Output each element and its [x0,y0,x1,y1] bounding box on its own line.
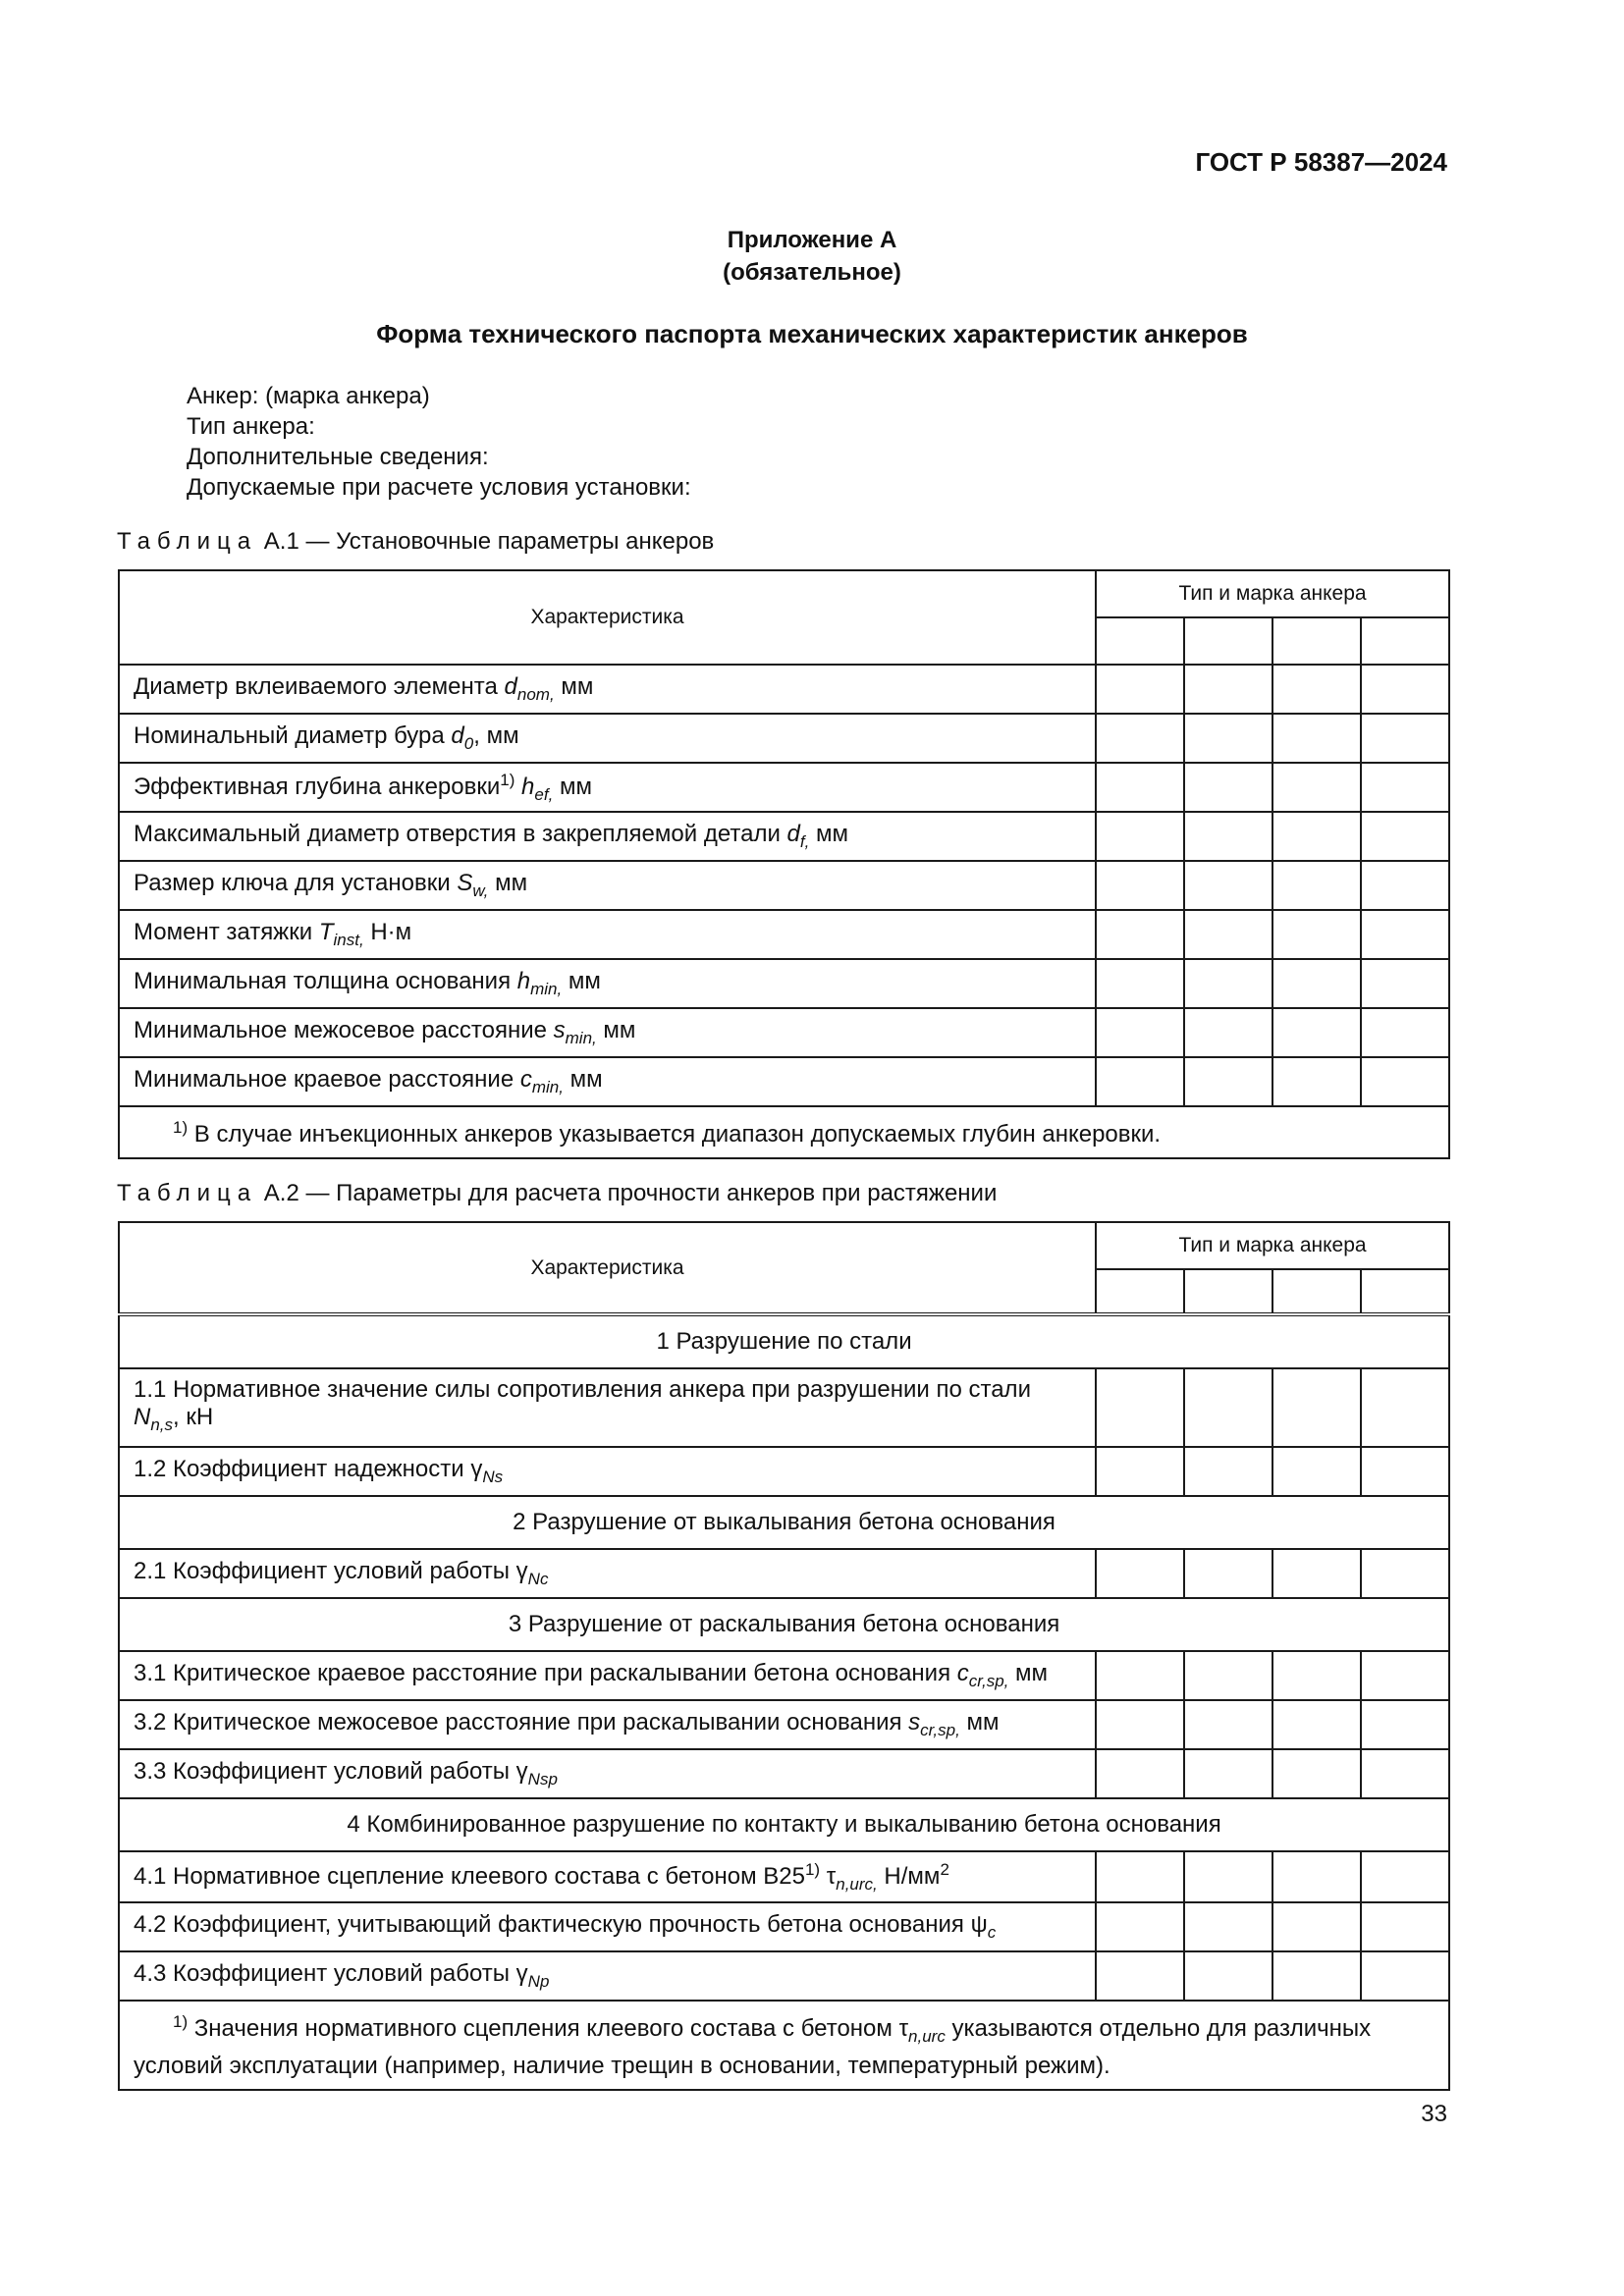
section-combined-failure: 4 Комбинированное разрушение по контакту и выкалыванию бетона основания [119,1798,1449,1851]
value-cell [1272,763,1361,812]
row-label: 4.1 Нормативное сцепление клеевого состава с бетоном В25$^{1)}$ $\tau_{n,urc,}$ $Н/мм^2$ [119,1851,1096,1902]
table-row [119,714,1449,763]
section-splitting-failure: 3 Разрушение от раскалывания бетона основания [119,1598,1449,1651]
value-cell [1096,861,1184,910]
value-cell [1272,1902,1361,1951]
value-cell [1272,1851,1361,1902]
value-cell [1096,1447,1184,1496]
value-cell [1361,714,1449,763]
value-cell [1272,1447,1361,1496]
page-number: 33 [1421,2101,1447,2127]
table-row [119,665,1449,714]
row-label: Максимальный диаметр отверстия в закрепляемой детали $d_{f,}$ мм [119,812,1096,861]
value-cell [1096,1008,1184,1057]
value-cell [1184,1951,1272,2001]
value-cell [1096,1368,1184,1447]
table2-footnote: $^{1)}$ Значения нормативного сцепления клеевого состава с бетоном $\tau_{n,urc}$ указываются отдельно для различных условий эксплуатации (например, наличие трещин в основании, температурный режим). [119,2001,1449,2090]
row-label: 1.1 Нормативное значение силы сопротивления анкера при разрушении по стали $N_{n,s}$, кН [119,1368,1096,1447]
value-cell [1272,1651,1361,1700]
table1-body [119,665,1449,1106]
appendix-status: (обязательное) [723,259,901,286]
value-cell [1184,1447,1272,1496]
value-cell [1272,1368,1361,1447]
table-row [119,861,1449,910]
value-cell [1272,1749,1361,1798]
footnote-marker: 1) [173,1118,189,1137]
table-row [119,763,1449,812]
info-line: Дополнительные сведения: [187,444,489,470]
value-cell [1184,665,1272,714]
table1-caption-word: Таблица [117,528,258,555]
table2-anchor-col [1361,1269,1449,1314]
value-cell [1096,1749,1184,1798]
value-cell [1272,1549,1361,1598]
row-label: Момент затяжки $T_{inst,}$ Н·м [119,910,1096,959]
table2-caption-word: Таблица [117,1180,258,1206]
appendix-title: Приложение А [727,227,897,253]
value-cell [1096,1902,1184,1951]
value-cell [1184,1700,1272,1749]
value-cell [1096,959,1184,1008]
value-cell [1096,910,1184,959]
value-cell [1184,1651,1272,1700]
value-cell [1361,1749,1449,1798]
value-cell [1361,1851,1449,1902]
row-label: 3.3 Коэффициент условий работы $\gamma_{Nsp}$ [119,1749,1096,1798]
value-cell [1272,1700,1361,1749]
value-cell [1096,1700,1184,1749]
footnote-marker: 1) [173,2012,189,2031]
row-label: Минимальное краевое расстояние $c_{min,}$ мм [119,1057,1096,1106]
value-cell [1184,910,1272,959]
value-cell [1184,1057,1272,1106]
row-label: 1.2 Коэффициент надежности $\gamma_{Ns}$ [119,1447,1096,1496]
value-cell [1272,1951,1361,2001]
value-cell [1184,861,1272,910]
table1-caption-text: А.1 — Установочные параметры анкеров [257,528,715,555]
value-cell [1361,1651,1449,1700]
value-cell [1096,1851,1184,1902]
value-cell [1096,812,1184,861]
info-line: Допускаемые при расчете условия установки: [187,474,691,501]
row-label: Диаметр вклеиваемого элемента $d_{nom,}$ мм [119,665,1096,714]
row-label: 4.3 Коэффициент условий работы $\gamma_{Np}$ [119,1951,1096,2001]
value-cell [1361,1951,1449,2001]
document-title: Форма технического паспорта механических характеристик анкеров [376,319,1248,348]
value-cell [1272,1008,1361,1057]
section-steel-failure: 1 Разрушение по стали [119,1314,1449,1368]
table1-anchor-col [1361,617,1449,665]
row-label: 3.1 Критическое краевое расстояние при раскалывании бетона основания $c_{cr,sp,}$ мм [119,1651,1096,1700]
section-concrete-cone-failure: 2 Разрушение от выкалывания бетона основания [119,1496,1449,1549]
table-row [119,1057,1449,1106]
value-cell [1184,1549,1272,1598]
value-cell [1272,714,1361,763]
value-cell [1361,1368,1449,1447]
value-cell [1184,1008,1272,1057]
appendix-heading [0,224,1624,289]
value-cell [1096,665,1184,714]
table2-anchor-col [1184,1269,1272,1314]
table1-anchor-col [1096,617,1184,665]
value-cell [1272,1057,1361,1106]
row-label: Размер ключа для установки $S_{w,}$ мм [119,861,1096,910]
value-cell [1096,1951,1184,2001]
value-cell [1184,763,1272,812]
row-label: 2.1 Коэффициент условий работы $\gamma_{Nc}$ [119,1549,1096,1598]
value-cell [1096,714,1184,763]
value-cell [1361,1057,1449,1106]
table1-caption [117,528,714,556]
value-cell [1272,812,1361,861]
value-cell [1184,812,1272,861]
value-cell [1184,1851,1272,1902]
value-cell [1184,714,1272,763]
table2-group-header: Тип и марка анкера [1096,1222,1449,1269]
table-row [119,812,1449,861]
anchor-info-block [187,381,691,503]
value-cell [1361,665,1449,714]
value-cell [1272,861,1361,910]
table-row [119,910,1449,959]
value-cell [1184,1368,1272,1447]
value-cell [1361,1447,1449,1496]
row-label: Минимальная толщина основания $h_{min,}$ мм [119,959,1096,1008]
table1-col-header: Характеристика [119,570,1096,665]
value-cell [1361,1008,1449,1057]
row-label: Минимальное межосевое расстояние $s_{min,}$ мм [119,1008,1096,1057]
value-cell [1361,1700,1449,1749]
row-label: Номинальный диаметр бура $d_0$, мм [119,714,1096,763]
value-cell [1096,1549,1184,1598]
value-cell [1361,861,1449,910]
row-label: Эффективная глубина анкеровки$^{1)}$ $h_{ef,}$ мм [119,763,1096,812]
table-a1 [118,569,1450,1159]
value-cell [1184,959,1272,1008]
value-cell [1184,1902,1272,1951]
table-a2 [118,1221,1450,2091]
value-cell [1361,1902,1449,1951]
value-cell [1184,1749,1272,1798]
value-cell [1361,1549,1449,1598]
row-label: 3.2 Критическое межосевое расстояние при раскалывании основания $s_{cr,sp,}$ мм [119,1700,1096,1749]
value-cell [1096,1651,1184,1700]
value-cell [1272,665,1361,714]
table1-anchor-col [1184,617,1272,665]
value-cell [1361,959,1449,1008]
table-row [119,1008,1449,1057]
table-row [119,959,1449,1008]
info-line: Тип анкера: [187,413,315,440]
value-cell [1361,763,1449,812]
table2-caption [117,1180,997,1207]
value-cell [1361,910,1449,959]
table2-anchor-col [1096,1269,1184,1314]
table1-anchor-col [1272,617,1361,665]
table2-col-header: Характеристика [119,1222,1096,1314]
value-cell [1361,812,1449,861]
row-label: 4.2 Коэффициент, учитывающий фактическую прочность бетона основания $\psi_c$ [119,1902,1096,1951]
value-cell [1096,763,1184,812]
table2-anchor-col [1272,1269,1361,1314]
value-cell [1272,910,1361,959]
table2-caption-text: А.2 — Параметры для расчета прочности анкеров при растяжении [257,1180,998,1206]
info-line: Анкер: (марка анкера) [187,383,430,409]
standard-number: ГОСТ Р 58387—2024 [1195,147,1447,177]
table1-group-header: Тип и марка анкера [1096,570,1449,617]
value-cell [1096,1057,1184,1106]
table1-footnote [119,1106,1449,1158]
footnote-text: В случае инъекционных анкеров указывается диапазон допускаемых глубин анкеровки. [188,1121,1162,1148]
value-cell [1272,959,1361,1008]
